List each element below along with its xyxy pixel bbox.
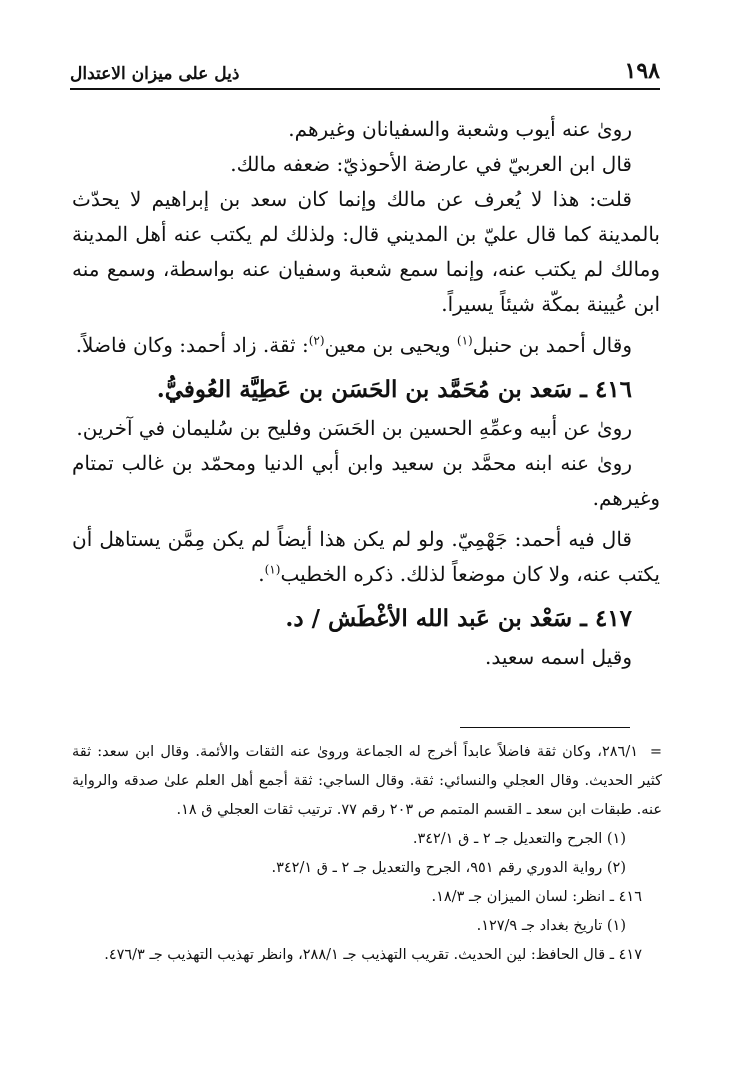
paragraph-ahmad-part-c: : ثقة. زاد أحمد: وكان فاضلاً.	[75, 333, 309, 357]
paragraph-comment: قلت: هذا لا يُعرف عن مالك وإنما كان سعد بن إبراهيم لا يحدّث بالمدينة كما قال عليّ بن المديني قال: ولذلك لم يكتب عنه أهل المدينة ومالك لم يكتب عنه، وإنما سمع شعبة وسفيان عنه بواسطة، وسمع منه ابن عُيينة بمكّة شيئاً يسيراً.	[72, 187, 660, 316]
footnote-2: (٢) رواية الدوري رقم ٩٥١، الجرح والتعديل جـ ٢ ـ ق ٣٤٢/١.	[271, 860, 626, 876]
footnote-ref: (١)	[456, 333, 473, 348]
paragraph-416-ahmad-end: .	[258, 562, 265, 586]
running-title: ذيل على ميزان الاعتدال	[70, 64, 240, 84]
note-417: ٤١٧ ـ قال الحافظ: لين الحديث. تقريب التهذيب جـ ٢٨٨/١، وانظر تهذيب التهذيب جـ ٤٧٦/٣.	[104, 947, 642, 963]
footnote-1: (١) الجرح والتعديل جـ ٢ ـ ق ٣٤٢/١.	[412, 831, 626, 847]
paragraph-ibn-arabi: قال ابن العربيّ في عارضة الأحوذيّ: ضعفه مالك.	[230, 152, 632, 176]
page-number: ١٩٨	[624, 58, 660, 84]
footnote-ref: (١)	[264, 562, 281, 577]
paragraph-ahmad	[72, 328, 660, 363]
footnote-rule	[460, 727, 630, 728]
paragraph-416-from: روىٰ عن أبيه وعمِّهِ الحسين بن الحَسَن وفليح بن سُليمان في آخرين.	[76, 416, 632, 440]
footnote-continuation	[72, 738, 662, 825]
paragraph-416-by: روىٰ عنه ابنه محمَّد بن سعيد وابن أبي الدنيا ومحمّد بن غالب تمتام وغيرهم.	[72, 451, 660, 510]
note-416-footnote-1: (١) تاريخ بغداد جـ ١٢٧/٩.	[476, 918, 626, 934]
footnotes	[72, 738, 662, 970]
main-text	[72, 112, 660, 675]
paragraph-narrators: روىٰ عنه أيوب وشعبة والسفيانان وغيرهم.	[288, 117, 632, 141]
paragraph-417-name: وقيل اسمه سعيد.	[484, 645, 632, 669]
footnote-ref: (٢)	[308, 333, 325, 348]
continuation-mark: =	[649, 744, 662, 760]
footnote-continuation-text: ٢٨٦/١، وكان ثقة فاضلاً عابداً أخرج له الجماعة وروىٰ عنه الثقات والأئمة. وقال ابن سعد: ثقة كثير الحديث. وقال العجلي والنسائي: ثقة. وقال الساجي: ثقة أجمع أهل العلم علىٰ صدقه والرواية عنه. طبقات ابن سعد ـ القسم المتمم ص ٢٠٣ رقم ٧٧. ترتيب ثقات العجلي ق ١٨.	[72, 744, 662, 818]
entry-heading-417: ٤١٧ ـ سَعْد بن عَبد الله الأغْطَش / د.	[285, 605, 632, 632]
paragraph-ahmad-part-b: ويحيى بن معين	[324, 333, 457, 357]
note-416: ٤١٦ ـ انظر: لسان الميزان جـ ١٨/٣.	[431, 889, 642, 905]
paragraph-416-ahmad	[72, 522, 660, 592]
header-rule	[70, 88, 660, 90]
entry-heading-416: ٤١٦ ـ سَعد بن مُحَمَّد بن الحَسَن بن عَطِيَّة العُوفيُّ.	[156, 376, 632, 403]
paragraph-ahmad-part-a: وقال أحمد بن حنبل	[472, 333, 632, 357]
paragraph-416-ahmad-text: قال فيه أحمد: جَهْمِيّ. ولو لم يكن هذا أيضاً لم يكن مِمَّن يستاهل أن يكتب عنه، ولا كان موضعاً لذلك. ذكره الخطيب	[72, 527, 660, 586]
page-header	[70, 48, 660, 84]
